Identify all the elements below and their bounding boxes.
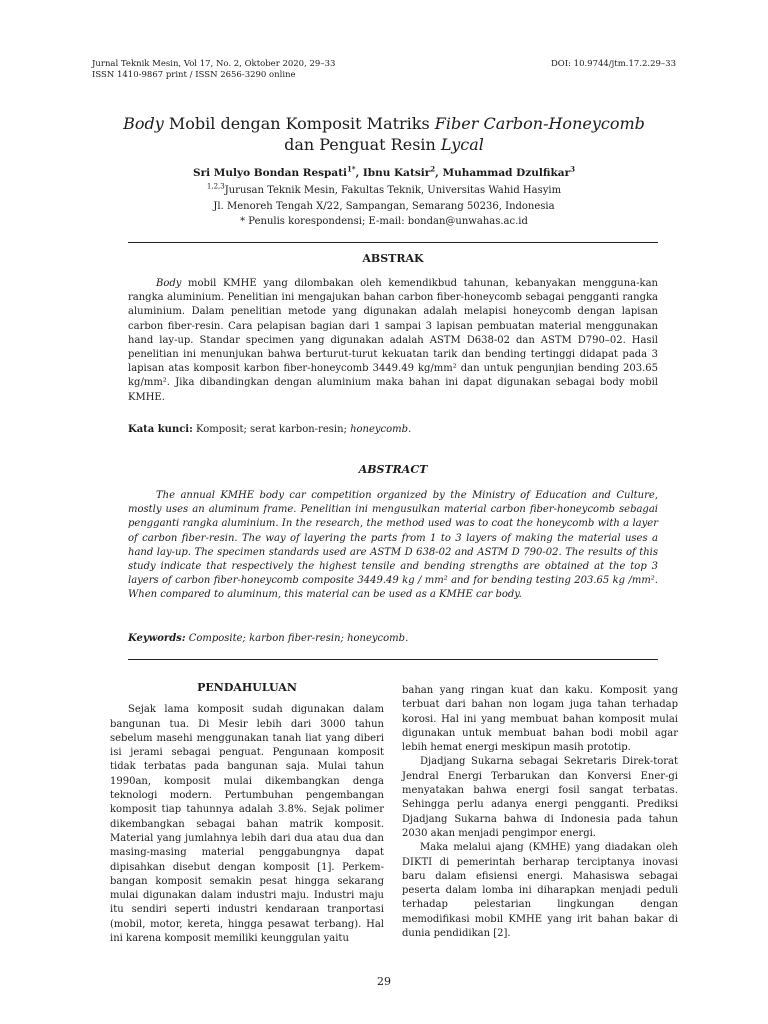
kata-kunci bbox=[128, 424, 658, 435]
affil-line-2: Jl. Menoreh Tengah X/22, Sampangan, Semarang 50236, Indonesia bbox=[213, 200, 555, 212]
keywords bbox=[128, 633, 658, 644]
keywords-text: Composite; karbon fiber-resin; honeycomb. bbox=[185, 633, 409, 644]
column-right bbox=[402, 684, 678, 941]
paper-title bbox=[92, 113, 676, 155]
affil-line-1: Jurusan Teknik Mesin, Fakultas Teknik, Universitas Wahid Hasyim bbox=[224, 185, 562, 196]
intro-paragraph-3: Djadjang Sukarna sebagai Sekretaris Direk-torat Jendral Energi Terbarukan dan Konversi Ener-gi menyatakan bahwa energi fosil sangat terbatas. Sehingga perlu adanya energi pengganti. Prediksi Djadjang Sukarna bahwa di Indonesia pada tahun 2030 akan menjadi pengimpor energi. bbox=[402, 756, 678, 839]
abstrak-heading: ABSTRAK bbox=[362, 252, 424, 265]
journal-citation: Jurnal Teknik Mesin, Vol 17, No. 2, Oktober 2020, 29–33 bbox=[92, 59, 336, 69]
issn: ISSN 1410-9867 print / ISSN 2656-3290 online bbox=[92, 70, 296, 80]
affil-line-3: * Penulis korespondensi; E-mail: bondan@unwahas.ac.id bbox=[240, 216, 528, 227]
author-3: , Muhammad Dzulfikar bbox=[435, 167, 571, 179]
intro-paragraph-2: bahan yang ringan kuat dan kaku. Komposit yang terbuat dari bahan non logam juga tahan terhadap korosi. Hal ini yang membuat bahan komposit mulai digunakan untuk membuat bahan bodi mobil agar lebih hemat energi meskipun masih prototip. bbox=[402, 685, 678, 754]
affiliation bbox=[92, 183, 676, 230]
kata-kunci-text: Komposit; serat karbon-resin; bbox=[192, 424, 351, 435]
kata-kunci-end: . bbox=[408, 424, 412, 435]
title-part-body: Body bbox=[123, 114, 164, 133]
kata-kunci-italic: honeycomb bbox=[350, 424, 409, 435]
author-list bbox=[92, 164, 676, 179]
author-2-sup: 2 bbox=[430, 164, 436, 174]
kata-kunci-label: Kata kunci: bbox=[128, 424, 193, 435]
author-2: , Ibnu Katsir bbox=[355, 167, 431, 179]
title-part-2: Mobil dengan Komposit Matriks bbox=[163, 114, 435, 133]
author-1-sup: 1* bbox=[347, 164, 356, 174]
abstrak-text: mobil KMHE yang dilombakan oleh kemendikbud tahunan, kebanyakan mengguna-kan rangka aluminium. Penelitian ini mengajukan bahan carbon fiber-honeycomb sebagai pengganti rangka aluminium. Dalam penelitian metode yang digunakan adalah melapisi honeycomb dengan lapisan carbon fiber-resin. Cara pelapisan bagian dari 1 sampai 3 lapisan pembuatan material menggunakan hand lay-up. Standar specimen yang digunakan adalah ASTM D638-02 dan ASTM D790–02. Hasil penelitian ini menunjukan bahwa berturut-turut kekuatan tarik dan bending tertinggi didapat pada 3 lapisan atas komposit karbon fiber-honeycomb 3449.49 kg/mm² dan untuk pengunjian bending 203.65 kg/mm². Jika dibandingkan dengan aluminium maka bahan ini dapat digunakan sebagai body mobil KMHE. bbox=[128, 278, 658, 403]
abstrak-lead: Body bbox=[156, 278, 182, 289]
title-part-lycal: Lycal bbox=[440, 135, 484, 154]
keywords-label: Keywords: bbox=[128, 633, 186, 644]
abstract-body: The annual KMHE body car competition organized by the Ministry of Education and Culture, mostly uses an aluminum frame. Penelitian ini mengusulkan material carbon fiber-honeycomb sebagai pengganti rangka aluminium. In the research, the method used was to coat the honeycomb with a layer of carbon fiber-resin. The way of layering the parts from 1 to 3 layers of making the material uses a hand lay-up. The specimen standards used are ASTM D 638-02 and ASTM D 790-02. The results of this study indicate that respectively the highest tensile and bending strengths are obtained at the top 3 layers of carbon fiber-honeycomb composite 3449.49 kg / mm² and for bending testing 203.65 kg /mm². When compared to aluminum, this material can be used as a KMHE car body. bbox=[128, 490, 658, 601]
abstract-heading: ABSTRACT bbox=[358, 463, 428, 476]
doi: DOI: 10.9744/jtm.17.2.29–33 bbox=[550, 59, 676, 69]
author-1: Sri Mulyo Bondan Respati bbox=[193, 167, 348, 179]
title-part-fiber: Fiber Carbon-Honeycomb bbox=[434, 114, 645, 133]
title-part-4: dan Penguat Resin bbox=[284, 135, 441, 154]
intro-paragraph-4: Maka melalui ajang (KMHE) yang diadakan oleh DIKTI di pemerintah berharap terciptanya inovasi baru dalam efisiensi energi. Mahasiswa sebagai peserta dalam lomba ini diharapkan menjadi peduli terhadap pelestarian lingkungan dengan memodifikasi mobil KMHE yang irit bahan bakar di dunia pendidikan [2]. bbox=[402, 842, 678, 940]
column-left bbox=[110, 681, 384, 946]
affil-sup: 1,2,3 bbox=[206, 182, 225, 191]
section-heading-pendahuluan: PENDAHULUAN bbox=[197, 681, 297, 694]
page-number: 29 bbox=[377, 975, 391, 988]
divider-top bbox=[128, 242, 658, 243]
abstrak-body bbox=[128, 277, 658, 405]
intro-paragraph-1: Sejak lama komposit sudah digunakan dalam bangunan tua. Di Mesir lebih dari 3000 tahun sebelum masehi menggunakan tanah liat yang diberi isi jerami sebagai penguat. Pengunaan komposit tidak terbatas pada bangunan saja. Mulai tahun 1990an, komposit mulai dikembangkan denga teknologi modern. Pertumbuhan pengembangan komposit tiap tahunnya adalah 3.8%. Sejak polimer dikembangkan sebagai bahan matrik komposit. Material yang jumlahnya lebih dari dua atau dua dan masing-masing material penggabungnya dapat dipisahkan disebut dengan komposit [1]. Perkem-bangan komposit semakin pesat hingga sekarang mulai digunakan dalam industri maju. Industri maju itu sendiri seperti industri kendaraan tranportasi (mobil, motor, kereta, hingga pesawat terbang). Hal ini karena komposit memiliki keunggulan yaitu bbox=[110, 704, 384, 945]
journal-header bbox=[92, 59, 676, 81]
author-3-sup: 3 bbox=[570, 164, 575, 174]
divider-bottom bbox=[128, 659, 658, 660]
